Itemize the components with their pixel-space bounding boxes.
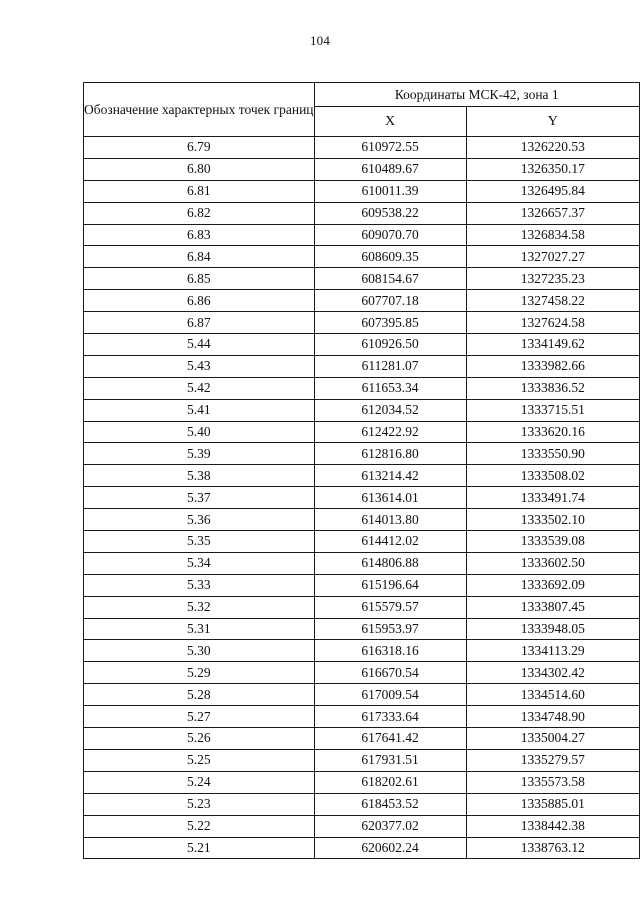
header-designation: Обозначение характерных точек границ: [84, 83, 315, 137]
y-coordinate-cell: 1326834.58: [466, 224, 639, 246]
y-coordinate-cell: 1333982.66: [466, 355, 639, 377]
point-id-cell: 6.82: [84, 202, 315, 224]
table-row: [84, 465, 640, 487]
y-coordinate-cell: 1333692.09: [466, 574, 639, 596]
x-coordinate-cell: 614013.80: [314, 509, 466, 531]
y-coordinate-cell: 1338442.38: [466, 815, 639, 837]
y-coordinate-cell: 1334514.60: [466, 684, 639, 706]
x-coordinate-cell: 615953.97: [314, 618, 466, 640]
point-id-cell: 5.25: [84, 749, 315, 771]
table-row: [84, 224, 640, 246]
y-coordinate-cell: 1333836.52: [466, 377, 639, 399]
point-id-cell: 5.27: [84, 706, 315, 728]
y-coordinate-cell: 1334302.42: [466, 662, 639, 684]
point-id-cell: 6.80: [84, 158, 315, 180]
page-number: 104: [309, 33, 331, 48]
y-coordinate-cell: 1333550.90: [466, 443, 639, 465]
x-coordinate-cell: 611653.34: [314, 377, 466, 399]
x-coordinate-cell: 610926.50: [314, 334, 466, 356]
x-coordinate-cell: 612034.52: [314, 399, 466, 421]
point-id-cell: 5.21: [84, 837, 315, 859]
table-body: [84, 137, 640, 859]
y-coordinate-cell: 1327624.58: [466, 312, 639, 334]
table-row: [84, 706, 640, 728]
point-id-cell: 5.38: [84, 465, 315, 487]
y-coordinate-cell: 1333715.51: [466, 399, 639, 421]
point-id-cell: 5.43: [84, 355, 315, 377]
point-id-cell: 5.32: [84, 596, 315, 618]
x-coordinate-cell: 610489.67: [314, 158, 466, 180]
table-row: [84, 421, 640, 443]
y-coordinate-cell: 1335004.27: [466, 728, 639, 750]
x-coordinate-cell: 614412.02: [314, 531, 466, 553]
x-coordinate-cell: 617641.42: [314, 728, 466, 750]
x-coordinate-cell: 616670.54: [314, 662, 466, 684]
x-coordinate-cell: 615196.64: [314, 574, 466, 596]
table-row: [84, 137, 640, 159]
table-row: [84, 377, 640, 399]
point-id-cell: 6.87: [84, 312, 315, 334]
point-id-cell: 5.42: [84, 377, 315, 399]
table-row: [84, 158, 640, 180]
y-coordinate-cell: 1327027.27: [466, 246, 639, 268]
x-coordinate-cell: 617931.51: [314, 749, 466, 771]
table-row: [84, 487, 640, 509]
y-coordinate-cell: 1338763.12: [466, 837, 639, 859]
x-coordinate-cell: 611281.07: [314, 355, 466, 377]
x-coordinate-cell: 607707.18: [314, 290, 466, 312]
table-row: [84, 312, 640, 334]
y-coordinate-cell: 1327458.22: [466, 290, 639, 312]
table-row: [84, 596, 640, 618]
y-coordinate-cell: 1326657.37: [466, 202, 639, 224]
point-id-cell: 5.31: [84, 618, 315, 640]
x-coordinate-cell: 613214.42: [314, 465, 466, 487]
y-coordinate-cell: 1333508.02: [466, 465, 639, 487]
y-coordinate-cell: 1333620.16: [466, 421, 639, 443]
x-coordinate-cell: 609070.70: [314, 224, 466, 246]
table-row: [84, 531, 640, 553]
y-coordinate-cell: 1335573.58: [466, 771, 639, 793]
point-id-cell: 5.40: [84, 421, 315, 443]
header-coordinates: Координаты МСК-42, зона 1: [314, 83, 639, 107]
point-id-cell: 5.26: [84, 728, 315, 750]
x-coordinate-cell: 608609.35: [314, 246, 466, 268]
x-coordinate-cell: 618453.52: [314, 793, 466, 815]
table-row: [84, 443, 640, 465]
point-id-cell: 5.28: [84, 684, 315, 706]
point-id-cell: 5.37: [84, 487, 315, 509]
x-coordinate-cell: 620377.02: [314, 815, 466, 837]
table-row: [84, 728, 640, 750]
x-coordinate-cell: 615579.57: [314, 596, 466, 618]
point-id-cell: 5.24: [84, 771, 315, 793]
point-id-cell: 6.84: [84, 246, 315, 268]
y-coordinate-cell: 1333539.08: [466, 531, 639, 553]
point-id-cell: 5.41: [84, 399, 315, 421]
point-id-cell: 5.30: [84, 640, 315, 662]
table-row: [84, 574, 640, 596]
x-coordinate-cell: 612422.92: [314, 421, 466, 443]
table-row: [84, 837, 640, 859]
y-coordinate-cell: 1334113.29: [466, 640, 639, 662]
table-row: [84, 509, 640, 531]
table-row: [84, 334, 640, 356]
y-coordinate-cell: 1334748.90: [466, 706, 639, 728]
coordinates-table: [83, 82, 640, 859]
table-row: [84, 815, 640, 837]
point-id-cell: 5.39: [84, 443, 315, 465]
point-id-cell: 5.44: [84, 334, 315, 356]
table-row: [84, 552, 640, 574]
point-id-cell: 6.83: [84, 224, 315, 246]
point-id-cell: 5.33: [84, 574, 315, 596]
table-row: [84, 618, 640, 640]
x-coordinate-cell: 618202.61: [314, 771, 466, 793]
x-coordinate-cell: 617333.64: [314, 706, 466, 728]
y-coordinate-cell: 1333502.10: [466, 509, 639, 531]
table-row: [84, 180, 640, 202]
x-coordinate-cell: 613614.01: [314, 487, 466, 509]
y-coordinate-cell: 1327235.23: [466, 268, 639, 290]
y-coordinate-cell: 1334149.62: [466, 334, 639, 356]
header-x: X: [314, 107, 466, 137]
table-row: [84, 399, 640, 421]
point-id-cell: 5.29: [84, 662, 315, 684]
x-coordinate-cell: 612816.80: [314, 443, 466, 465]
table-row: [84, 268, 640, 290]
y-coordinate-cell: 1333602.50: [466, 552, 639, 574]
y-coordinate-cell: 1335279.57: [466, 749, 639, 771]
y-coordinate-cell: 1326220.53: [466, 137, 639, 159]
point-id-cell: 5.22: [84, 815, 315, 837]
header-y: Y: [466, 107, 639, 137]
x-coordinate-cell: 608154.67: [314, 268, 466, 290]
x-coordinate-cell: 617009.54: [314, 684, 466, 706]
y-coordinate-cell: 1333948.05: [466, 618, 639, 640]
x-coordinate-cell: 614806.88: [314, 552, 466, 574]
y-coordinate-cell: 1333491.74: [466, 487, 639, 509]
table-row: [84, 684, 640, 706]
point-id-cell: 5.34: [84, 552, 315, 574]
table-row: [84, 640, 640, 662]
y-coordinate-cell: 1333807.45: [466, 596, 639, 618]
point-id-cell: 5.23: [84, 793, 315, 815]
table-header: [84, 83, 640, 137]
point-id-cell: 6.81: [84, 180, 315, 202]
table-row: [84, 662, 640, 684]
x-coordinate-cell: 607395.85: [314, 312, 466, 334]
table-row: [84, 246, 640, 268]
table-row: [84, 771, 640, 793]
point-id-cell: 6.79: [84, 137, 315, 159]
table-row: [84, 793, 640, 815]
y-coordinate-cell: 1335885.01: [466, 793, 639, 815]
y-coordinate-cell: 1326350.17: [466, 158, 639, 180]
table-row: [84, 355, 640, 377]
point-id-cell: 5.36: [84, 509, 315, 531]
x-coordinate-cell: 609538.22: [314, 202, 466, 224]
point-id-cell: 6.86: [84, 290, 315, 312]
table-row: [84, 202, 640, 224]
x-coordinate-cell: 616318.16: [314, 640, 466, 662]
table-row: [84, 749, 640, 771]
point-id-cell: 5.35: [84, 531, 315, 553]
point-id-cell: 6.85: [84, 268, 315, 290]
y-coordinate-cell: 1326495.84: [466, 180, 639, 202]
x-coordinate-cell: 610011.39: [314, 180, 466, 202]
x-coordinate-cell: 620602.24: [314, 837, 466, 859]
table-row: [84, 290, 640, 312]
x-coordinate-cell: 610972.55: [314, 137, 466, 159]
